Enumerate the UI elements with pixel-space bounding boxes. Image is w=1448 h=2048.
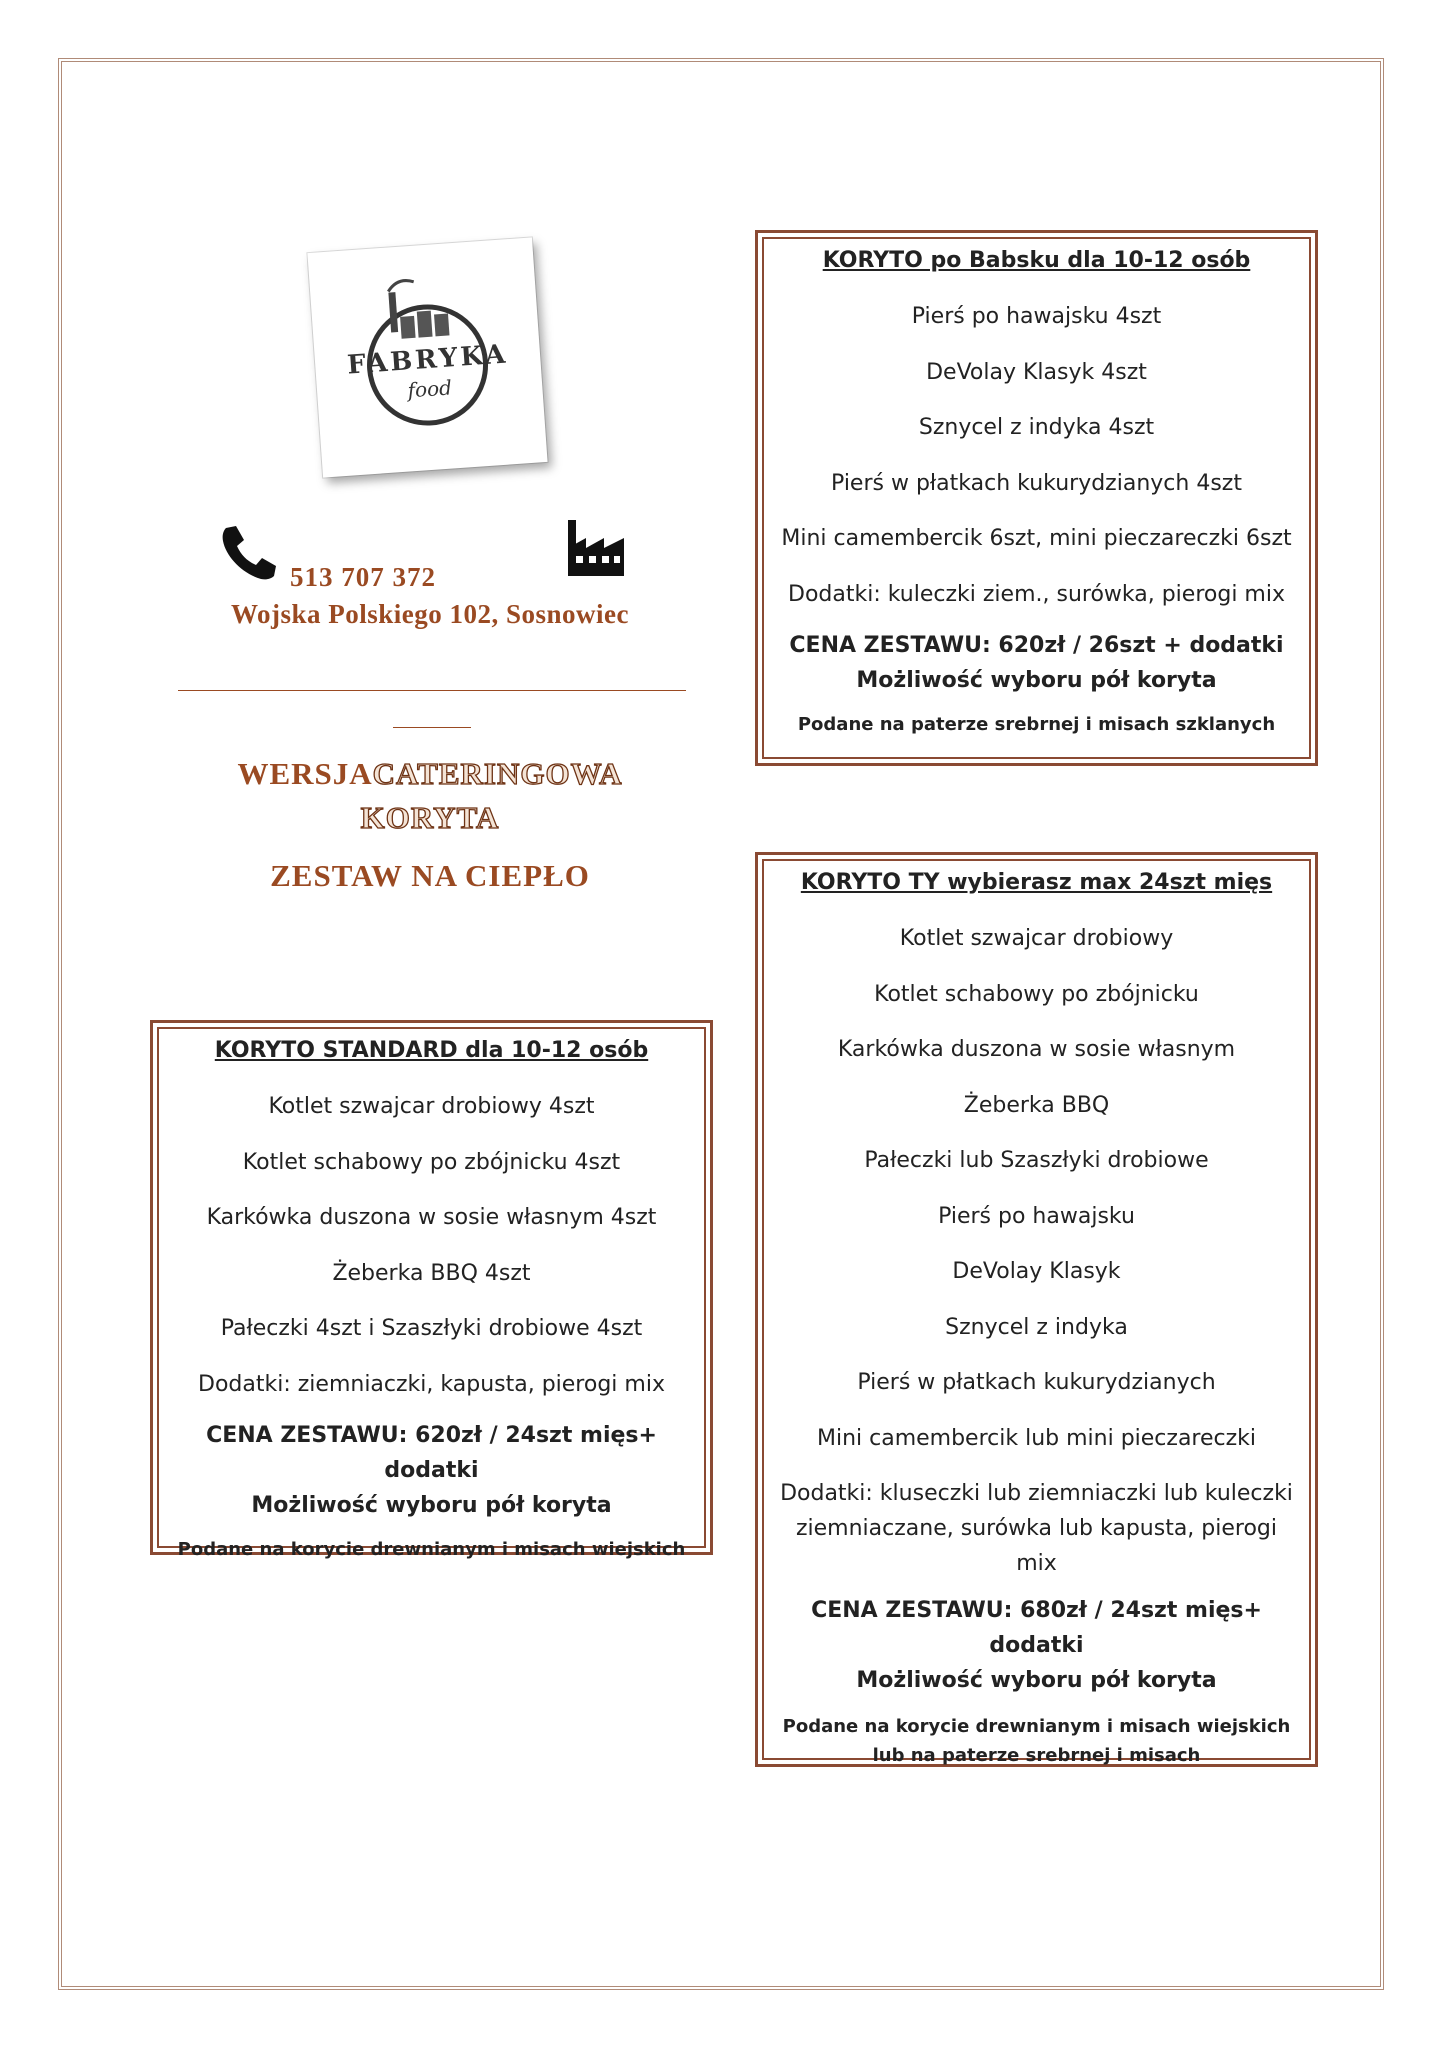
menu-price: CENA ZESTAWU: 620zł / 26szt + dodatki <box>789 633 1284 658</box>
fabryka-food-logo <box>307 237 547 477</box>
menu-item: Kotlet schabowy po zbójnicku 4szt <box>242 1149 621 1175</box>
menu-note: Podane na korycie drewnianym i misach wiejskich <box>782 1716 1291 1737</box>
menu-box-ty-wybierasz <box>755 852 1318 1767</box>
menu-item: Dodatki: ziemniaczki, kapusta, pierogi mix <box>198 1371 665 1397</box>
menu-item: Kotlet szwajcar drobiowy 4szt <box>268 1094 595 1119</box>
menu-item: Pierś w płatkach kukurydzianych 4szt <box>831 470 1242 496</box>
phone-number: 513 707 372 <box>290 562 436 592</box>
menu-item: Dodatki: kluseczki lub ziemniaczki lub kuleczki ziemniaczane, surówka lub kapusta, pierogi mix <box>780 1481 1293 1576</box>
menu-box-babsku <box>755 230 1318 766</box>
menu-item: Karkówka duszona w sosie własnym 4szt <box>206 1205 657 1230</box>
logo-text-bottom: food <box>406 375 453 403</box>
menu-item: Żeberka BBQ 4szt <box>332 1260 531 1286</box>
menu-item: Pierś po hawajsku <box>938 1203 1135 1229</box>
headline-subtitle: ZESTAW NA CIEPŁO <box>270 858 590 893</box>
menu-item: Mini camembercik lub mini pieczareczki <box>816 1425 1257 1451</box>
menu-option: Możliwość wyboru pół koryta <box>856 668 1217 693</box>
menu-item: Dodatki: kuleczki ziem., surówka, pierogi mix <box>788 581 1285 607</box>
menu-item: DeVolay Klasyk <box>952 1259 1121 1284</box>
menu-note: Podane na paterze srebrnej i misach szklanych <box>797 714 1276 735</box>
headline-part-wersja: WERSJA <box>237 756 373 791</box>
menu-price: CENA ZESTAWU: 620zł / 24szt mięs+ dodatki <box>206 1423 657 1483</box>
menu-title: KORYTO STANDARD dla 10-12 osób <box>214 1038 649 1063</box>
headline-catering <box>170 752 690 840</box>
menu-note: lub na paterze srebrnej i misach <box>872 1745 1201 1766</box>
menu-item: Pałeczki 4szt i Szaszłyki drobiowe 4szt <box>220 1316 643 1341</box>
menu-item: Mini camembercik 6szt, mini pieczareczki 6szt <box>781 526 1292 551</box>
menu-item: Sznycel z indyka 4szt <box>918 415 1155 440</box>
menu-item: Kotlet schabowy po zbójnicku <box>874 981 1199 1007</box>
menu-option: Możliwość wyboru pół koryta <box>251 1493 612 1518</box>
menu-box-standard <box>150 1020 713 1560</box>
menu-item: Sznycel z indyka <box>945 1314 1128 1340</box>
menu-item: Pierś po hawajsku 4szt <box>911 304 1162 329</box>
logo-text-top: FABRYKA <box>346 339 510 381</box>
divider-line <box>178 690 686 691</box>
menu-item: Pierś w płatkach kukurydzianych <box>857 1370 1216 1395</box>
headline-part-cateringowa: CATERINGOWA <box>372 756 623 791</box>
menu-option: Możliwość wyboru pół koryta <box>856 1668 1217 1693</box>
menu-item: Żeberka BBQ <box>963 1092 1110 1118</box>
address: Wojska Polskiego 102, Sosnowiec <box>230 599 630 629</box>
divider-short <box>393 727 471 728</box>
factory-icon <box>566 518 628 580</box>
menu-item: DeVolay Klasyk 4szt <box>926 359 1147 385</box>
menu-note: Podane na korycie drewnianym i misach wiejskich <box>177 1539 686 1560</box>
menu-title: KORYTO po Babsku dla 10-12 osób <box>822 248 1251 273</box>
menu-title: KORYTO TY wybierasz max 24szt mięs <box>800 870 1273 895</box>
menu-item: Kotlet szwajcar drobiowy <box>899 926 1174 951</box>
menu-item: Karkówka duszona w sosie własnym <box>837 1037 1236 1062</box>
menu-price: CENA ZESTAWU: 680zł / 24szt mięs+ dodatki <box>811 1598 1262 1658</box>
menu-item: Pałeczki lub Szaszłyki drobiowe <box>864 1148 1209 1173</box>
phone-icon <box>218 522 278 582</box>
headline-part-koryta: KORYTA <box>360 800 500 835</box>
